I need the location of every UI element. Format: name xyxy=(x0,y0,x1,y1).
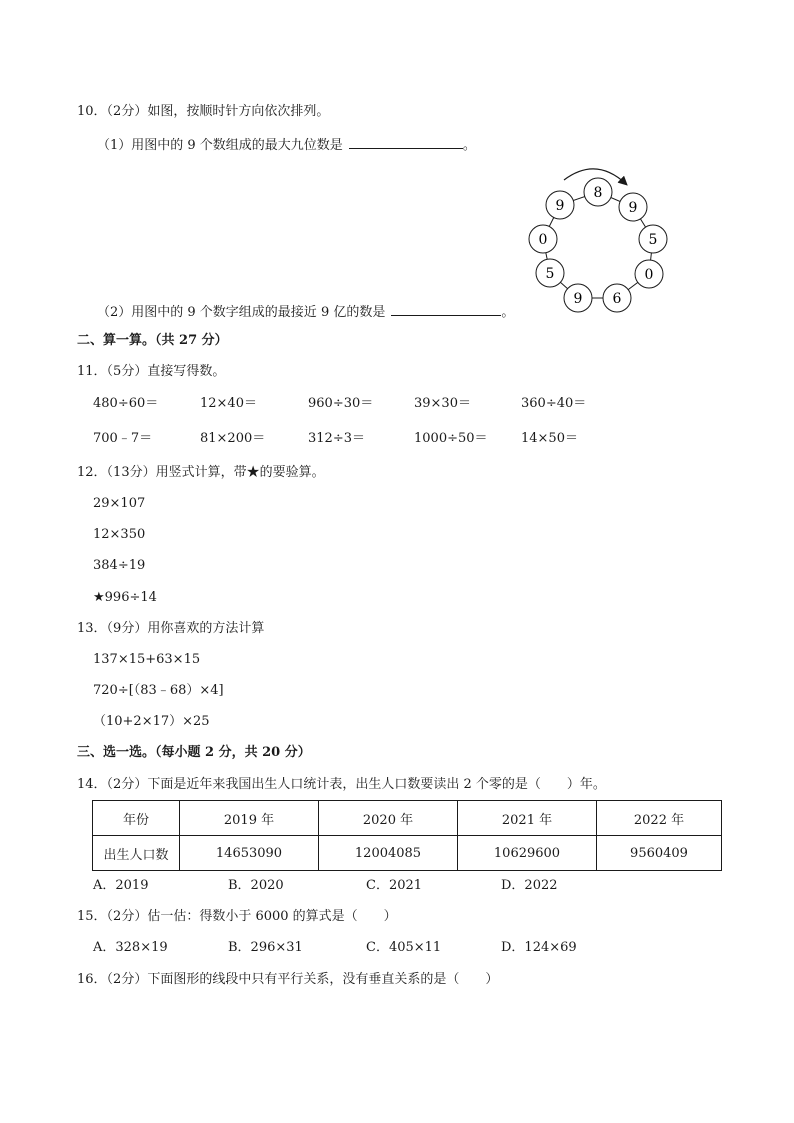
table-header-cell: 年份 xyxy=(93,801,180,836)
digit-node xyxy=(564,284,592,312)
table-cell: 12004085 xyxy=(319,836,458,871)
q13-item: 137×15+63×15 xyxy=(93,652,201,667)
q14-option-c[interactable]: C．2021 xyxy=(366,878,423,893)
q10-part1-end: 。 xyxy=(462,138,476,153)
q12-item: 29×107 xyxy=(93,496,146,511)
table-header-cell: 2020 年 xyxy=(319,801,458,836)
q11-item: 1000÷50＝ xyxy=(414,431,488,446)
table-cell: 10629600 xyxy=(458,836,597,871)
q10-stem: 10．（2分）如图，按顺时针方向依次排列。 xyxy=(77,104,330,119)
digit-label: 9 xyxy=(573,291,583,307)
q11-item: 960÷30＝ xyxy=(308,396,374,411)
digit-label: 9 xyxy=(628,200,638,216)
digit-label: 5 xyxy=(545,266,555,282)
answer-blank-2[interactable] xyxy=(391,301,501,316)
table-cell: 14653090 xyxy=(180,836,319,871)
q13-item: （10+2×17）×25 xyxy=(93,714,210,729)
digit-label: 0 xyxy=(644,267,654,283)
digit-label: 6 xyxy=(612,291,622,307)
q15-option-a[interactable]: A．328×19 xyxy=(93,940,168,955)
q15-option-c[interactable]: C．405×11 xyxy=(366,940,442,955)
digit-node xyxy=(603,284,631,312)
q11-item: 12×40＝ xyxy=(200,396,257,411)
q11-item: 39×30＝ xyxy=(414,396,471,411)
q11-item: 312÷3＝ xyxy=(308,431,365,446)
q12-stem: 12．（13分）用竖式计算，带★的要验算。 xyxy=(77,465,325,480)
table-cell: 9560409 xyxy=(597,836,722,871)
answer-blank-1[interactable] xyxy=(349,134,463,149)
q15-stem: 15．（2分）估一估：得数小于 6000 的算式是（ ） xyxy=(77,909,397,924)
q13-stem: 13．（9分）用你喜欢的方法计算 xyxy=(77,621,265,636)
q12-item: 12×350 xyxy=(93,527,146,542)
q14-option-d[interactable]: D．2022 xyxy=(501,878,558,893)
q16-stem: 16．（2分）下面图形的线段中只有平行关系，没有垂直关系的是（ ） xyxy=(77,972,499,987)
table-header-cell: 2021 年 xyxy=(458,801,597,836)
digit-node xyxy=(536,259,564,287)
digit-circle-figure xyxy=(520,162,680,322)
digit-label: 8 xyxy=(593,185,603,201)
digit-label: 9 xyxy=(555,198,565,214)
table-cell: 出生人口数 xyxy=(93,836,180,871)
digit-node xyxy=(584,178,612,206)
q10-part1-text: （1）用图中的 9 个数组成的最大九位数是 xyxy=(97,138,343,153)
q10-part1 xyxy=(97,134,476,155)
q10-part2-end: 。 xyxy=(501,305,515,320)
q11-item: 14×50＝ xyxy=(521,431,578,446)
q11-item: 700﹣7＝ xyxy=(93,431,153,446)
q11-stem: 11．（5分）直接写得数。 xyxy=(77,364,226,379)
digit-node xyxy=(639,225,667,253)
table-row xyxy=(93,801,722,836)
digit-node xyxy=(546,191,574,219)
digit-label: 0 xyxy=(538,232,548,248)
q15-option-b[interactable]: B．296×31 xyxy=(228,940,303,955)
digit-node xyxy=(635,260,663,288)
q13-item: 720÷[（83﹣68）×4] xyxy=(93,683,224,698)
section-2-title: 二、算一算。（共 27 分） xyxy=(77,333,228,348)
q14-option-a[interactable]: A．2019 xyxy=(93,878,149,893)
table-header-cell: 2022 年 xyxy=(597,801,722,836)
q12-item: ★996÷14 xyxy=(93,590,157,605)
q14-option-b[interactable]: B．2020 xyxy=(228,878,284,893)
q15-option-d[interactable]: D．124×69 xyxy=(501,940,577,955)
table-row xyxy=(93,836,722,871)
q10-part2 xyxy=(97,301,514,322)
birth-population-table xyxy=(92,800,722,871)
q10-part2-text: （2）用图中的 9 个数字组成的最接近 9 亿的数是 xyxy=(97,305,386,320)
digit-node xyxy=(529,225,557,253)
q11-item: 81×200＝ xyxy=(200,431,266,446)
section-3-title: 三、选一选。（每小题 2 分，共 20 分） xyxy=(77,745,311,760)
digit-label: 5 xyxy=(648,232,658,248)
q11-item: 480÷60＝ xyxy=(93,396,159,411)
q12-item: 384÷19 xyxy=(93,558,146,573)
digit-node xyxy=(619,193,647,221)
q11-item: 360÷40＝ xyxy=(521,396,587,411)
q14-stem: 14．（2分）下面是近年来我国出生人口统计表，出生人口数要读出 2 个零的是（ ）年。 xyxy=(77,777,606,792)
table-header-cell: 2019 年 xyxy=(180,801,319,836)
